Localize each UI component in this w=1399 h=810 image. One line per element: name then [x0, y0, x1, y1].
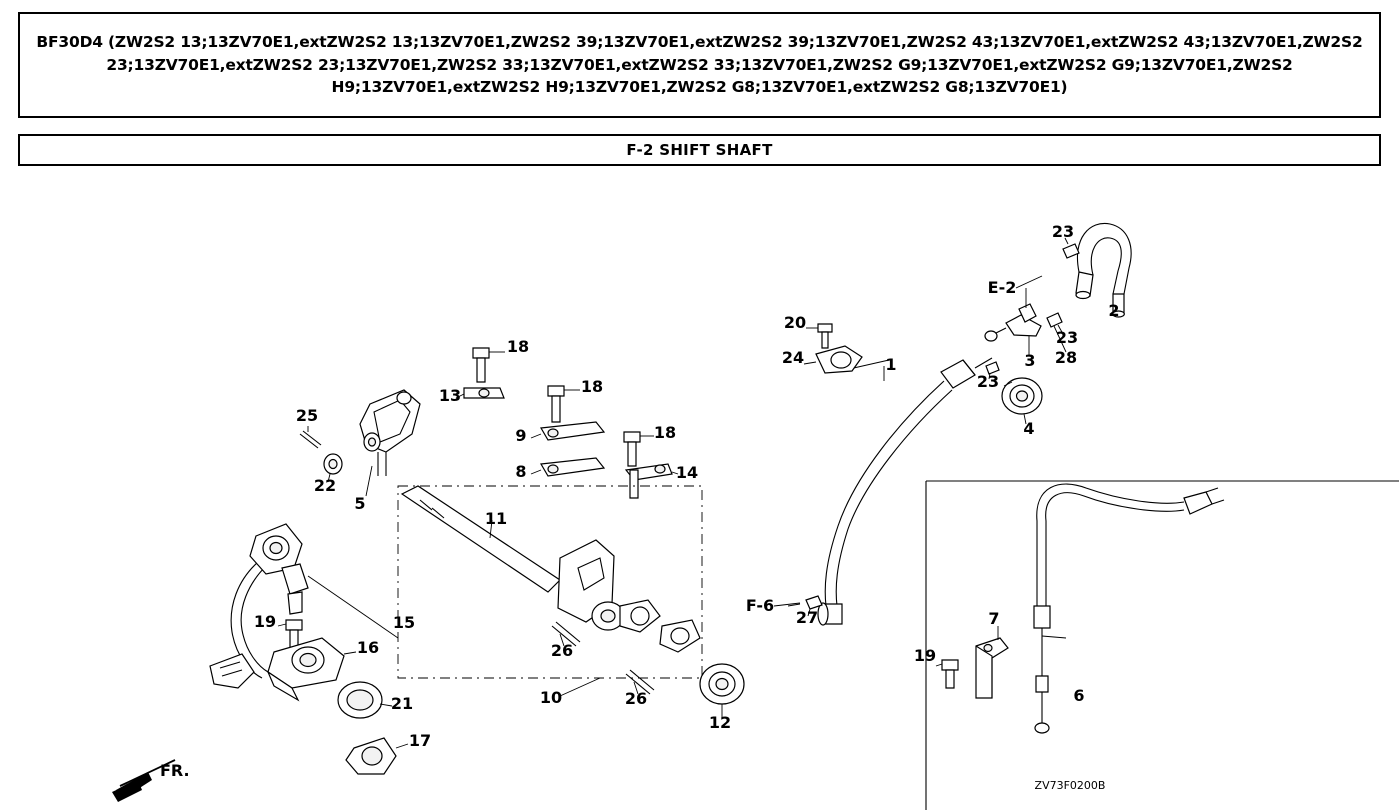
callout-8: 8: [515, 462, 527, 481]
callout-13: 13: [438, 386, 462, 405]
exploded-parts-drawing: [0, 176, 1399, 810]
callout-12: 12: [708, 713, 732, 732]
callout-14: 14: [675, 463, 699, 482]
callout-18: 18: [653, 423, 677, 442]
section-title-box: [18, 134, 1381, 166]
callout-27: 27: [795, 608, 819, 627]
drawing-code-text: ZV73F0200B: [1034, 779, 1106, 792]
callout-28: 28: [1054, 348, 1078, 367]
xref-f-6: F-6: [745, 596, 775, 615]
callout-19: 19: [913, 646, 937, 665]
xref-e-2: E-2: [987, 278, 1017, 297]
callout-23: 23: [976, 372, 1000, 391]
callout-4: 4: [1023, 419, 1035, 438]
callout-24: 24: [781, 348, 805, 367]
callout-9: 9: [515, 426, 527, 445]
callout-15: 15: [392, 613, 416, 632]
callout-18: 18: [506, 337, 530, 356]
callout-2: 2: [1108, 301, 1120, 320]
callout-11: 11: [484, 509, 508, 528]
model-title-box: [18, 12, 1381, 118]
callout-25: 25: [295, 406, 319, 425]
direction-label: FR.: [160, 761, 190, 780]
callout-6: 6: [1073, 686, 1085, 705]
callout-17: 17: [408, 731, 432, 750]
callout-19: 19: [253, 612, 277, 631]
section-title: F-2 SHIFT SHAFT: [626, 141, 773, 159]
callout-23: 23: [1055, 328, 1079, 347]
model-title: BF30D4 (ZW2S2 13;13ZV70E1,extZW2S2 13;13ZV70E1,ZW2S2 39;13ZV70E1,extZW2S2 39;13ZV70E1,ZW2S2 43;13ZV70E1,extZW2S2 43;13ZV70E1,ZW2S2 23;13ZV70E1,extZW2S2 23;13ZV70E1,ZW2S2 33;13ZV70E1,extZW2S2 33;13ZV70E1,ZW2S2 G9;13ZV70E1,extZW2S2 G9;13ZV70E1,ZW2S2 H9;13ZV70E1,extZW2S2 H9;13ZV70E1,ZW2S2 G8;13ZV70E1,extZW2S2 G8;13ZV70E1): [36, 33, 1363, 97]
callout-5: 5: [354, 494, 366, 513]
callout-7: 7: [988, 609, 1000, 628]
callout-1: 1: [885, 355, 897, 374]
callout-26: 26: [624, 689, 648, 708]
callout-16: 16: [356, 638, 380, 657]
callout-10: 10: [539, 688, 563, 707]
callout-21: 21: [390, 694, 414, 713]
callout-23: 23: [1051, 222, 1075, 241]
callout-3: 3: [1024, 351, 1036, 370]
callout-26: 26: [550, 641, 574, 660]
callout-22: 22: [313, 476, 337, 495]
callout-20: 20: [783, 313, 807, 332]
callout-18: 18: [580, 377, 604, 396]
